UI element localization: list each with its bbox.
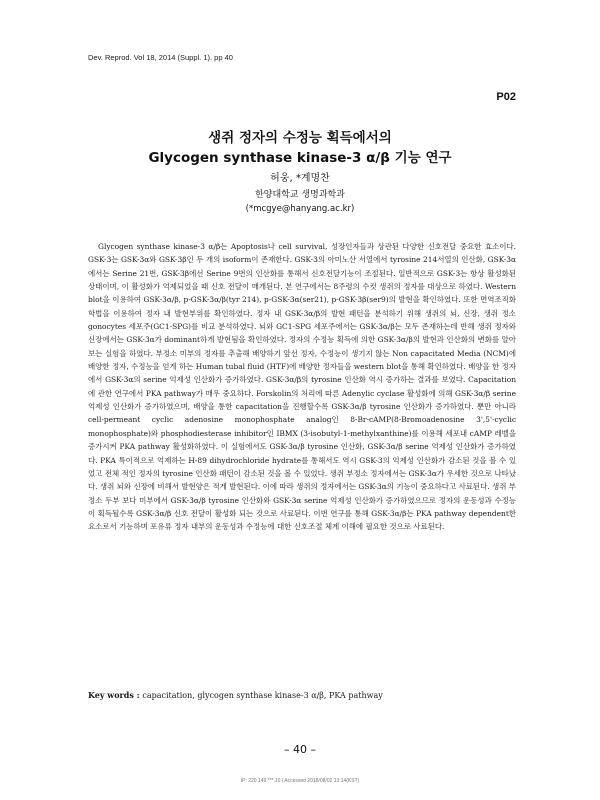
access-note: IP: 220.149.***.10 | Accessed 2018/08/02 13:14(KST): [240, 778, 360, 784]
title-line-1: 생쥐 정자의 수정능 획득에서의: [208, 130, 392, 146]
authors: 허웅, *계명찬: [270, 173, 330, 184]
poster-code: P02: [496, 91, 516, 103]
affiliation: 한양대학교 생명과학과: [255, 190, 345, 200]
keywords-text: capacitation, glycogen synthase kinase-3 α/β, PKA pathway: [142, 691, 383, 700]
journal-citation: Dev. Reprod. Vol 18, 2014 (Suppl. 1). pp 40: [88, 53, 233, 62]
keywords-label: Key words :: [88, 690, 143, 700]
page-number: – 40 –: [284, 743, 316, 756]
keywords: [88, 690, 516, 700]
abstract-body: Glycogen synthase kinase-3 α/β는 Apoptosis나 cell survival, 성장인자들과 상관된 다양한 신호전달 중요한 효소이다. GSK-3는 GSK-3α와 GSK-3β인 두 개의 isoform이 존재한다. GSK-3의 아미노산 서열에서 tyrosine 214서열의 인산화, GSK-3α에서는 Serine 21번, GSK-3β에선 Serine 9번의 인산화를 통해서 신호전달기능이 조절된다. 일반적으로 GSK-3는 항상 활성화된 상태이며, 이 활성화가 억제되었을 때 신호 전달이 매개된다. 본 연구에서는 8주령의 수컷 생쥐의 정자를 대상으로 하였다. Western blot을 이용하여 GSK-3α/β, p-GSK-3α/β(tyr 214), p-GSK-3α(ser21), p-GSK-3β(ser9)의 발현을 확인하였다. 또한 면역조직화학법을 이용하여 정자 내 발현부위를 확인하였다. 정자 내 GSK-3α/β의 발현 패턴을 분석하기 위해 생쥐의 뇌, 신장, 생쥐 정소 gonocytes 세포주(GC1-SPG)를 비교 분석하였다. 뇌와 GC1-SPG 세포주에서는 GSK-3α/β는 모두 존재하는데 반해 생쥐 정자와 신장에서는 GSK-3α가 dominant하게 발현됨을 확인하였다. 정자의 수정능 획득에 의한 GSK-3α/β의 발현과 인산화의 변화를 알아보는 실험을 하였다. 부정소 미부의 정자를 추출해 배양하기 앞선 정자, 수정능이 생기지 않는 Non capacitated Media (NCM)에 배양한 정자, 수정능을 얻게 하는 Human tubal fluid (HTF)에 배양한 정자들을 western blot을 통해 확인하였다. 배양을 한 정자에서 GSK-3α의 serine 억제성 인산화가 증가하였다. GSK-3α/β의 tyrosine 인산화 역시 증가하는 결과를 보였다. Capacitation에 관한 연구에서 PKA pathway가 매우 중요하다. Forskolin의 처리에 따른 Adenylic cyclase 활성화에 의해 GSK-3α/β serine 억제성 인산화가 증가하였으며, 배양을 통한 capacitation을 진행할수록 GSK-3α/β tyrosine 인산화가 증가하였다. 뿐만 아니라 cell-permeant cyclic adenosine monophosphate analog인 8-Br-cAMP(8-Bromoadenosine 3',5'-cyclic monophosphate)와 phosphodiesterase inhibitor인 IBMX (3-isobutyl-1-methylxanthine)를 이용해 세포내 cAMP 레벨을 증가시켜 PKA pathway 활성화하였다. 이 실험에서도 GSK-3α/β tyrosine 인산화, GSK-3α/β serine 억제성 인산화가 증가하였다. PKA 특이적으로 억제하는 H-89 dihydrochloride hydrate를 통해서도 역시 GSK-3의 억제성 인산화가 감소된 것을 볼 수 있었고 전체 적인 정자의 tyrosine 인산화 패턴이 감소된 것을 볼 수 있었다. 생쥐 부정소 정자에서는 GSK-3α가 우세한 것으로 나타났다. 생쥐 뇌와 신장에 비해서 발현양은 적게 발현된다. 이에 따라 생쥐의 정자에서는 GSK-3α의 기능이 중요하다고 사료된다. 생쥐 부정소 두부 보다 미부에서 GSK-3α/β tyrosine 인산화와 GSK-3α serine 억제성 인산화가 증가하였으므로 정자의 운동성과 수정능이 획득될수록 GSK-3α/β 신호 전달이 활성화 되는 것으로 사료된다. 이번 연구를 통해 GSK-3α/β는 PKA pathway dependent한 요소로서 기능하며 포유류 정자 내부의 운동성과 수정능에 대한 신호조절 체계 이해에 필요한 것으로 사료된다.: [88, 242, 516, 532]
email: (*mcgye@hanyang.ac.kr): [245, 204, 355, 214]
title-line-2: Glycogen synthase kinase-3 α/β 기능 연구: [148, 150, 452, 166]
